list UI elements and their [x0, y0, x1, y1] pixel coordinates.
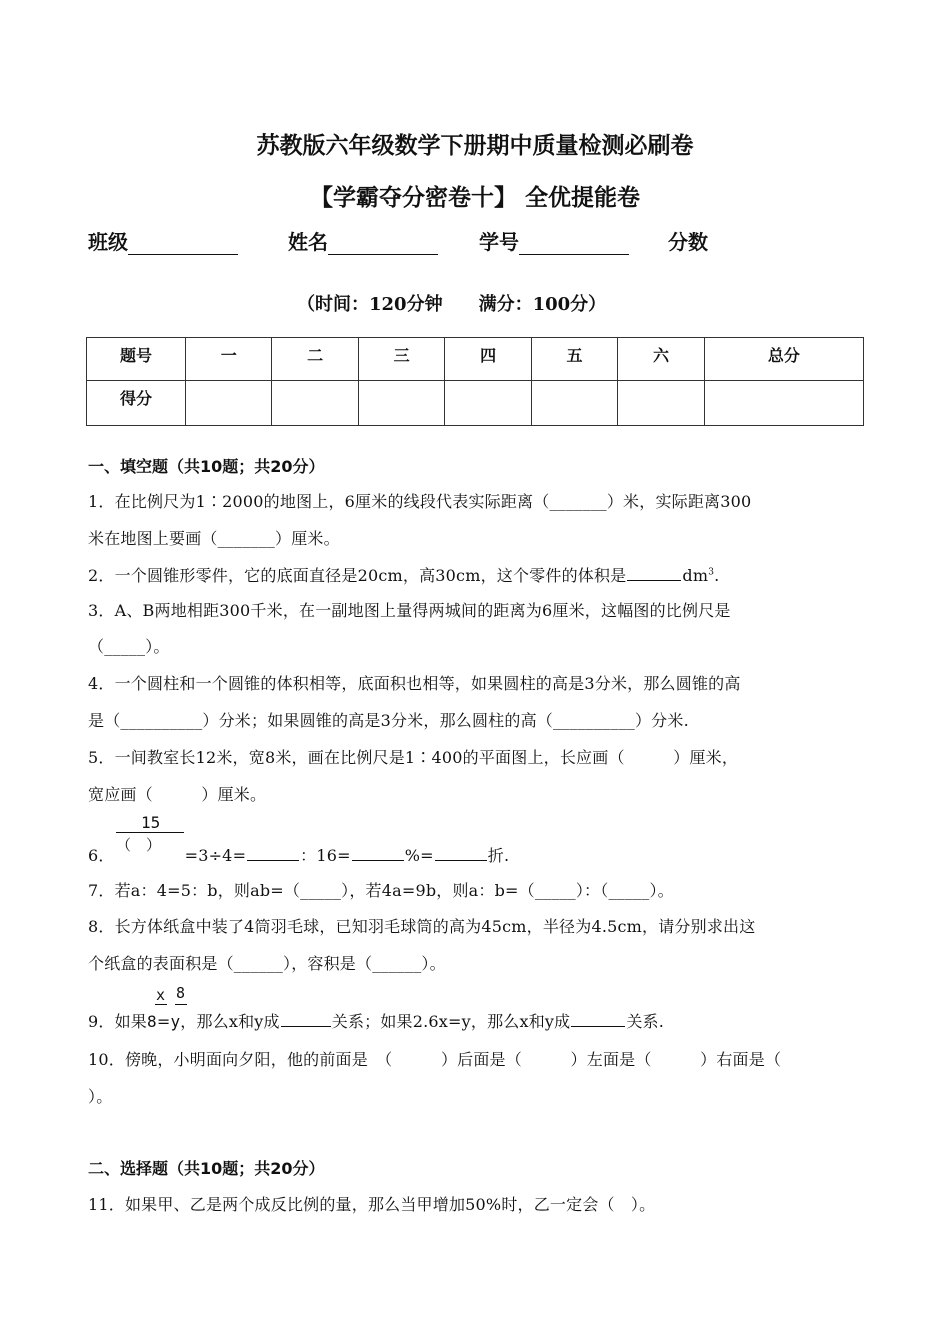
question-9-text: 关系.	[626, 1012, 665, 1031]
table-cell: 四	[445, 338, 531, 381]
question-8-line-2: 个纸盒的表面积是（______），容积是（______）。	[88, 954, 446, 973]
score-table-header-row	[87, 338, 864, 381]
question-11: 11．如果甲、乙是两个成反比例的量，那么当甲增加50%时，乙一定会（ ）。	[88, 1195, 656, 1214]
question-1-line-1: 1．在比例尺为1∶2000的地图上，6厘米的线段代表实际距离（_______）米，实际距离300	[88, 492, 752, 511]
score-input-cell[interactable]	[272, 381, 358, 426]
answer-blank[interactable]	[627, 564, 681, 581]
question-5-line-1: 5．一间教室长12米，宽8米，画在比例尺是1∶400的平面图上，长应画（ ）厘米，	[88, 748, 739, 767]
question-3-line-1: 3．A、B两地相距300千米，在一副地图上量得两城间的距离为6厘米，这幅图的比例尺是	[88, 601, 731, 620]
question-10-line-2: ）。	[88, 1087, 113, 1106]
table-cell: 总分	[704, 338, 863, 381]
question-5-line-2: 宽应画（ ）厘米。	[88, 785, 267, 804]
time-info: （时间：120分钟 满分：100分）	[297, 294, 607, 315]
section-heading-multiple-choice: 二、选择题（共10题；共20分）	[88, 1159, 325, 1178]
score-input-cell[interactable]	[358, 381, 444, 426]
table-cell: 五	[531, 338, 617, 381]
question-3-line-2: （_____）。	[88, 637, 170, 656]
table-cell: 得分	[87, 381, 186, 426]
score-input-cell[interactable]	[618, 381, 704, 426]
fraction-line	[155, 1004, 167, 1005]
name-label: 姓名	[288, 230, 328, 254]
class-field	[88, 226, 238, 255]
unit-text: dm	[682, 566, 709, 585]
score-table-score-row	[87, 381, 864, 426]
fraction-numerator: 8	[176, 984, 186, 1002]
fraction-line	[116, 832, 184, 833]
section-heading-fill-in: 一、填空题（共10题；共20分）	[88, 457, 325, 476]
table-cell: 三	[358, 338, 444, 381]
page-title: 苏教版六年级数学下册期中质量检测必刷卷	[256, 133, 694, 159]
table-cell: 六	[618, 338, 704, 381]
question-6-text: ：16=	[300, 846, 351, 865]
period-text: .	[714, 566, 720, 585]
score-input-cell[interactable]	[445, 381, 531, 426]
answer-blank[interactable]	[352, 844, 404, 861]
question-8-line-1: 8．长方体纸盒中装了4筒羽毛球，已知羽毛球筒的高为45cm，半径为4.5cm，请分别求出这	[88, 917, 756, 936]
number-field	[479, 226, 629, 255]
question-2	[88, 563, 719, 586]
score-label: 分数	[668, 230, 708, 254]
name-field	[288, 226, 438, 255]
table-cell: 一	[186, 338, 272, 381]
score-input-cell[interactable]	[704, 381, 863, 426]
answer-blank[interactable]	[435, 844, 487, 861]
question-6-text: %=	[404, 846, 434, 865]
equals-sign: =	[156, 1012, 171, 1031]
question-9-text: ，那么x和y成	[180, 1012, 280, 1031]
answer-blank[interactable]	[247, 844, 299, 861]
page-subtitle: 【学霸夺分密卷十】 全优提能卷	[309, 185, 640, 211]
fraction-denominator: y	[170, 1012, 181, 1031]
table-cell: 二	[272, 338, 358, 381]
score-table	[86, 337, 864, 426]
question-6-number: 6．	[88, 846, 115, 865]
question-4-line-2: 是（__________）分米；如果圆锥的高是3分米，那么圆柱的高（__________）分米.	[88, 711, 689, 730]
answer-blank[interactable]	[571, 1010, 625, 1027]
number-blank[interactable]	[519, 234, 629, 255]
fraction-numerator: 15	[141, 813, 161, 832]
question-2-text: 2．一个圆锥形零件，它的底面直径是20cm，高30cm，这个零件的体积是	[88, 566, 627, 585]
table-cell: 题号	[87, 338, 186, 381]
number-label: 学号	[479, 230, 519, 254]
fraction-denominator: 8	[146, 1012, 157, 1031]
question-6-text: 折.	[487, 846, 510, 865]
question-4-line-1: 4．一个圆柱和一个圆锥的体积相等，底面积也相等，如果圆柱的高是3分米，那么圆锥的高	[88, 674, 741, 693]
question-9-text: 关系；如果2.6x=y，那么x和y成	[331, 1012, 571, 1031]
fraction-line	[175, 1004, 187, 1005]
question-6	[88, 843, 509, 866]
unit-superscript: 3	[708, 567, 715, 578]
question-1-line-2: 米在地图上要画（_______）厘米。	[88, 529, 340, 548]
class-blank[interactable]	[128, 234, 238, 255]
class-label: 班级	[88, 230, 128, 254]
score-input-cell[interactable]	[531, 381, 617, 426]
fraction-numerator: x	[156, 986, 166, 1004]
score-field	[668, 226, 708, 255]
question-10-line-1: 10．傍晚，小明面向夕阳，他的前面是 （ ）后面是（ ）左面是（ ）右面是（	[88, 1050, 782, 1069]
question-7: 7．若a：4=5：b，则ab=（_____），若4a=9b，则a：b=（_____）：（_____）。	[88, 881, 674, 900]
answer-blank[interactable]	[281, 1010, 331, 1027]
fraction-denominator: （ ）	[116, 836, 162, 854]
name-blank[interactable]	[328, 234, 438, 255]
question-6-text: =3÷4=	[184, 846, 247, 865]
score-input-cell[interactable]	[186, 381, 272, 426]
question-9-text: 9．如果	[88, 1012, 147, 1031]
question-9	[88, 1009, 664, 1032]
